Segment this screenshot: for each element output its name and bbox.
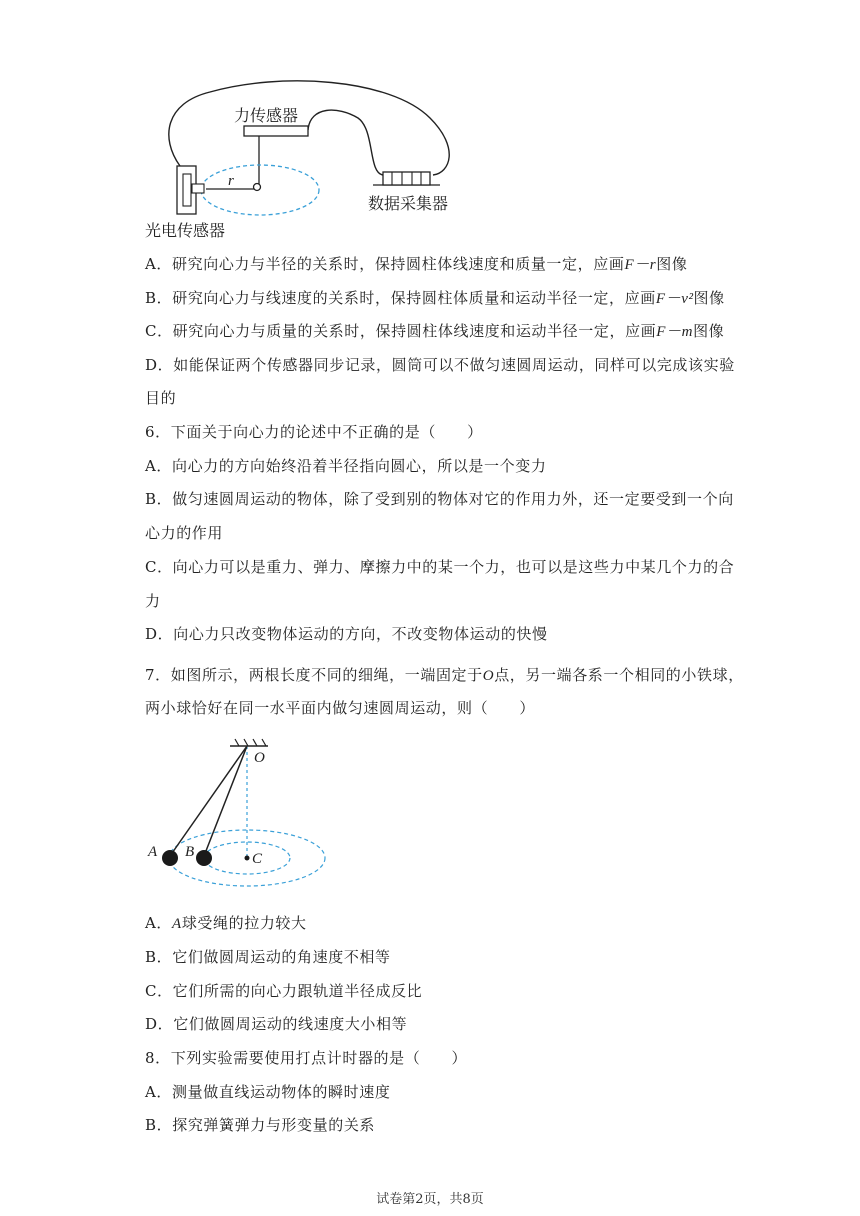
q7-point-o: O: [482, 668, 495, 684]
q7-stem-line1: 7．如图所示，两根长度不同的细绳，一端固定于O点，另一端各系一个相同的小铁球，: [145, 666, 744, 684]
center-c-dot: [245, 856, 250, 861]
q5-option-d-line1[interactable]: D．如能保证两个传感器同步记录，圆筒可以不做匀速圆周运动，同样可以完成该实验: [145, 356, 735, 374]
q8-stem: 8．下列实验需要使用打点计时器的是（ ）: [145, 1049, 468, 1067]
q7-option-b[interactable]: B．它们做圆周运动的角速度不相等: [145, 948, 391, 966]
radius-label: r: [228, 173, 234, 189]
page-footer: 试卷第2页，共8页: [376, 1192, 484, 1207]
string-b: [204, 746, 247, 856]
q5-option-b-formula: F－v²: [655, 291, 694, 307]
collector-box: [383, 172, 430, 185]
photo-sensor-label: 光电传感器: [145, 221, 226, 240]
force-sensor-label: 力传感器: [234, 106, 299, 125]
label-b: B: [185, 844, 195, 860]
cable-line: [169, 81, 449, 175]
q6-stem: 6．下面关于向心力的论述中不正确的是（ ）: [145, 423, 483, 441]
q7-option-d[interactable]: D．它们做圆周运动的线速度大小相等: [145, 1015, 408, 1033]
q5-option-a-formula: F－r: [624, 257, 657, 273]
string-a: [170, 746, 247, 856]
force-sensor-bar: [244, 126, 308, 136]
cylinder-dot: [254, 184, 261, 191]
ball-a: [162, 850, 178, 866]
ball-b: [196, 850, 212, 866]
q8-option-b[interactable]: B．探究弹簧弹力与形变量的关系: [145, 1116, 376, 1134]
q6-option-d[interactable]: D．向心力只改变物体运动的方向，不改变物体运动的快慢: [145, 625, 548, 643]
q6-option-c-line2: 力: [145, 592, 161, 610]
q7-option-a-var: A: [172, 916, 182, 932]
q8-option-a[interactable]: A．测量做直线运动物体的瞬时速度: [145, 1083, 391, 1101]
q5-option-c[interactable]: C．研究向心力与质量的关系时，保持圆柱体线速度和运动半径一定，应画F－m图像: [145, 322, 725, 340]
q5-option-c-formula: F－m: [656, 324, 694, 340]
data-collector-label: 数据采集器: [368, 194, 449, 213]
sensor-cable-line: [308, 110, 383, 175]
q6-option-a[interactable]: A．向心力的方向始终沿着半径指向圆心，所以是一个变力: [145, 457, 547, 475]
q6-option-c-line1[interactable]: C．向心力可以是重力、弹力、摩擦力中的某一个力，也可以是这些力中某几个力的合: [145, 558, 735, 576]
photo-sensor-inner: [183, 174, 191, 206]
apparatus-figure: [140, 78, 470, 248]
pendulum-figure: [140, 735, 340, 895]
q7-option-c[interactable]: C．它们所需的向心力跟轨道半径成反比: [145, 982, 423, 1000]
orbit-ellipse: [201, 165, 319, 215]
label-a: A: [148, 844, 158, 860]
q5-option-a[interactable]: A．研究向心力与半径的关系时，保持圆柱体线速度和质量一定，应画F－r图像: [145, 255, 688, 273]
q7-option-a[interactable]: A．A球受绳的拉力较大: [145, 914, 307, 932]
photo-sensor-head: [192, 184, 204, 193]
q6-option-b-line1[interactable]: B．做匀速圆周运动的物体，除了受到别的物体对它的作用力外，还一定要受到一个向: [145, 490, 734, 508]
q5-option-d-line2: 目的: [145, 389, 177, 407]
q6-option-b-line2: 心力的作用: [145, 524, 224, 542]
label-o: O: [254, 750, 265, 766]
q7-stem-line2: 两小球恰好在同一水平面内做匀速圆周运动，则（ ）: [145, 699, 536, 717]
q5-option-b[interactable]: B．研究向心力与线速度的关系时，保持圆柱体质量和运动半径一定，应画F－v²图像: [145, 289, 725, 307]
label-c: C: [252, 851, 263, 867]
